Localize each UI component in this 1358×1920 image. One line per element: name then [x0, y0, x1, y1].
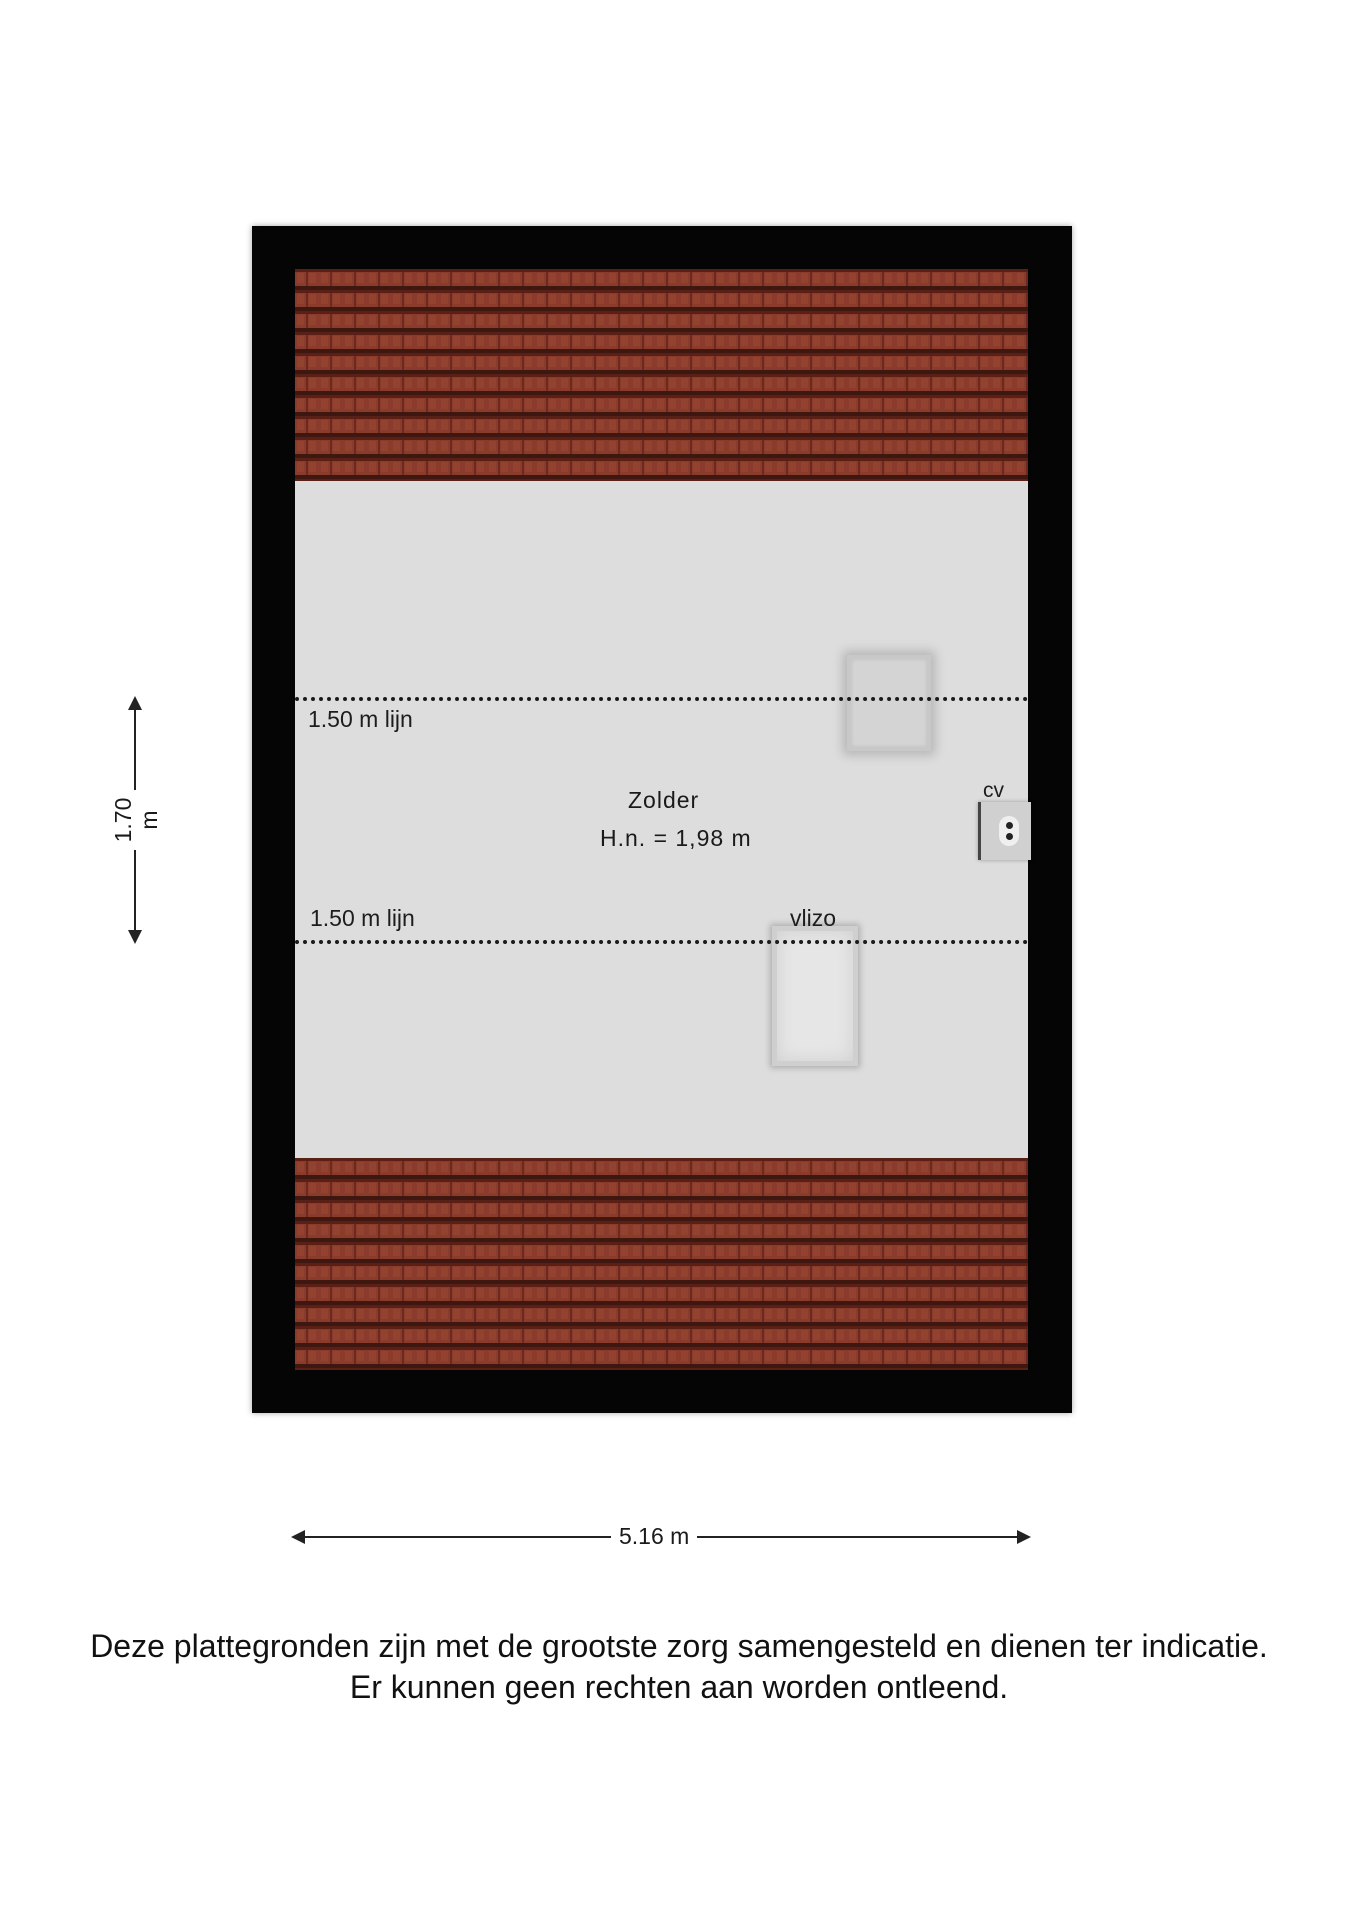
- depth-dimension: [110, 698, 162, 942]
- attic-floor: [295, 481, 1028, 1158]
- cv-label: cv: [983, 779, 1004, 802]
- roof-window: [847, 655, 931, 751]
- arrow-up-icon: [128, 696, 142, 710]
- height-line-lower-label: 1.50 m lijn: [310, 905, 415, 931]
- vlizo-label: vlizo: [790, 905, 837, 931]
- cv-dot-icon: [1006, 833, 1013, 840]
- disclaimer-line-1: Deze plattegronden zijn met de grootste zorg samengesteld en dienen ter indicatie.: [90, 1628, 1268, 1664]
- attic-interior: [295, 269, 1028, 1370]
- arrow-down-icon: [128, 930, 142, 944]
- cv-boiler-knob: [999, 816, 1019, 846]
- vlizo-hatch: [772, 926, 858, 1066]
- height-line-upper: [295, 697, 1028, 701]
- width-dimension: [293, 1523, 1029, 1549]
- disclaimer-line-2: Er kunnen geen rechten aan worden ontleend.: [349, 1669, 1009, 1705]
- height-line-lower: [295, 940, 1028, 944]
- arrow-left-icon: [291, 1530, 305, 1544]
- depth-label: 1.70 m: [110, 790, 162, 850]
- arrow-right-icon: [1017, 1530, 1031, 1544]
- width-label: 5.16 m: [611, 1523, 697, 1549]
- roof-tiles-bottom: [295, 1158, 1028, 1370]
- floor-plan: [252, 226, 1072, 1413]
- cv-dot-icon: [1006, 822, 1013, 829]
- height-line-upper-label: 1.50 m lijn: [308, 706, 413, 732]
- room-name: Zolder: [628, 787, 700, 813]
- roof-tiles-top: [295, 269, 1028, 481]
- room-height: H.n. = 1,98 m: [600, 825, 752, 851]
- cv-boiler: [978, 802, 1031, 860]
- disclaimer: [0, 1626, 1358, 1708]
